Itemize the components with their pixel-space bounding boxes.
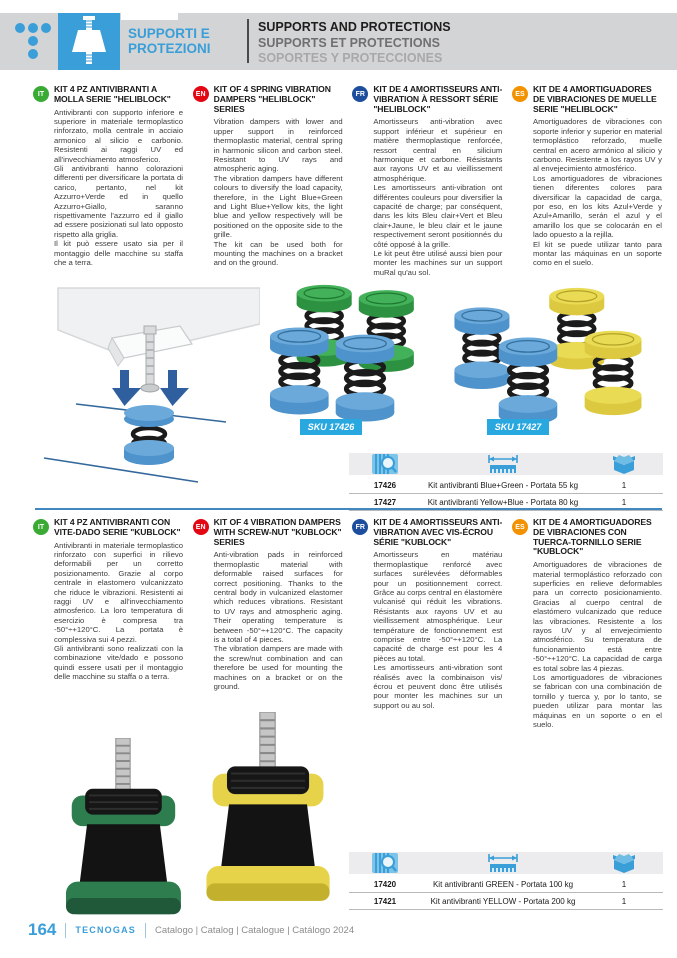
product-description-cell: Kit antivibranti Yellow+Blue - Portata 80 kg — [427, 497, 579, 507]
package-qty: 1 — [621, 480, 627, 490]
product-description-cell: Kit antivibranti GREEN - Portata 100 kg — [432, 879, 574, 889]
product-image-kit-blue-yellow — [445, 287, 650, 432]
code-search-icon — [372, 454, 398, 474]
page-category-title: SUPPORTI E PROTEZIONI — [128, 26, 211, 56]
lang-column-fr — [352, 518, 502, 730]
package-qty: 1 — [621, 879, 627, 889]
product-title-it: KIT 4 PZ ANTIVIBRANTI CON VITE-DADO SERIE "KUBLOCK" — [54, 517, 181, 537]
product-code: 17420 — [373, 879, 397, 889]
title-es: SOPORTES Y PROTECCIONES — [258, 51, 443, 65]
product-title-fr: KIT DE 4 AMORTISSEURS ANTI-VIBRATION À RESSORT SÉRIE "HELIBLOCK" — [373, 84, 503, 114]
table-row — [349, 876, 663, 893]
lang-column-fr — [352, 85, 502, 277]
lang-badge-en: EN — [193, 86, 209, 102]
product-title-it: KIT 4 PZ ANTIVIBRANTI A MOLLA SERIE "HELIBLOCK" — [54, 84, 171, 104]
product-code: 17427 — [373, 497, 397, 507]
lang-column-es — [512, 518, 662, 730]
package-qty: 1 — [621, 497, 627, 507]
lang-column-it — [33, 85, 183, 277]
product-description-en: Anti-vibration pads in reinforced thermoplastic material with deformable raised surfaces for correct positioning. Thanks to the central body in vulcanized elastomer which reduces vibrations. Resistant to UV rays and atmospheric aging. Their operating temperature is between -50°÷+120°C. The capacity is a total of 4 pieces. The vibration dampers are made with the screw/nut combination and can therefore be used for mounting the machines on a bracket or on the ground. — [213, 550, 343, 692]
installation-diagram — [28, 286, 260, 505]
product-description-fr: Amortisseurs anti-vibration avec support inférieur et supérieur en matière thermoplastique renforcée, ressort central en silicium harmonique et carbone. Résistants aux rayons UV et au vieillissement atmosphérique. Les amortisseurs anti-vibration ont différentes couleurs pour diversifier la capacité de charge; par conséquent, dans les kits Bleu clair+Vert et Bleu clair+Jaune, le bleu clair et le jaune respectivement seront positionnés du côté opposé à la grille. Le kit peut être utilisé aussi bien pour monter les machines sur un support muRal qu'au sol. — [373, 117, 503, 277]
lang-badge-en: EN — [193, 519, 209, 535]
product-description-es: Amortiguadores de vibraciones con soporte inferior y superior en material termoplástico reforzado, muelle central en acero armónico al silicio y carbono. Resistente a los rayos UV y al envejecimiento atmosférico. Los amortiguadores de vibraciones tienen diferentes colores para diversificar la capacidad de carga, por eso, en los kits Azul+Verde y Azul+Amarillo, serán el azul y el amarillo los que se colocarán en el lado opuesto a la rejilla. El kit se puede utilizar tanto para montar las máquinas en un soporte como en el suelo. — [532, 117, 662, 268]
dimension-ruler-icon — [488, 455, 518, 473]
sku-badge-17427: SKU 17427 — [487, 419, 549, 435]
product-description-fr: Amortisseurs en matériau thermoplastique renforcé avec surfaces surélevées déformables pour un positionnement correct. Grâce au corps central en élastomère vulcanisé qui réduit les vibrations. Résistants aux rayons UV et au vieillissement atmosphérique. Leur température de fonctionnement est comprise entre -50°÷+120°C. La capacité de charge est pour les 4 pièces au total. Les amortisseurs anti-vibration sont réalisés avec la combinaison vis/écrou et peuvent donc être utilisés pour monter les machines sur un support ou au sol. — [373, 550, 503, 710]
product-title-es: KIT DE 4 AMORTIGUADORES DE VIBRACIONES DE MUELLE SERIE "HELIBLOCK" — [532, 84, 657, 114]
title-fr: SUPPORTS ET PROTECTIONS — [258, 35, 440, 50]
product-description-cell: Kit antivibranti Blue+Green - Portata 55 kg — [427, 480, 579, 490]
sku-badge-17426: SKU 17426 — [300, 419, 362, 435]
product-title-en: KIT OF 4 VIBRATION DAMPERS WITH SCREW-NUT "KUBLOCK" SERIES — [213, 517, 342, 547]
product-code: 17421 — [373, 896, 397, 906]
product-image-kit-blue-green — [268, 284, 446, 431]
footer-brand: TECNOGAS — [75, 925, 136, 935]
footer-divider — [145, 923, 146, 938]
lang-column-en — [193, 518, 343, 730]
section-kublock-columns — [33, 518, 662, 730]
product-title-en: KIT OF 4 SPRING VIBRATION DAMPERS "HELIBLOCK" SERIES — [213, 84, 331, 114]
lang-column-en — [193, 85, 343, 277]
product-description-it: Antivibranti in materiale termoplastico rinforzato con superfici in rilievo deformabili per un corretto posizionamento. Grazie al corpo centrale in elastomero vulcanizzato che riduce le vibrazioni. Resistenti ai raggi UV e all'invecchiamento atmosferico. La loro temperatura di esercizio è compresa tra -50°÷+120°C. La portata è complessiva sui 4 pezzi. Gli antivibranti sono realizzati con la combinazione vite/dado e possono quindi essere usati per il montaggio delle macchine su staffa o a terra. — [54, 540, 183, 682]
product-description-en: Vibration dampers with lower and upper support in reinforced thermoplastic material, central spring in harmonic silicon and carbon steel. Resistant to UV rays and atmospheric aging. The vibration dampers have different colours to diversify the load capacity, therefore, in the Light Blue+Green and Light Blue+Yellow kits, the light blue and yellow respectively will be positioned on the opposite side to the grille. The kit can be used both for mounting the machines on a bracket and on the ground. — [213, 117, 343, 268]
table-header — [349, 852, 663, 874]
page-number: 164 — [28, 920, 57, 939]
lang-badge-fr: FR — [352, 519, 368, 535]
header-translations — [258, 20, 451, 67]
product-image-kublock-green — [60, 738, 185, 925]
lang-badge-es: ES — [512, 86, 528, 102]
table-header — [349, 453, 663, 475]
lang-badge-es: ES — [512, 519, 528, 535]
product-title-es: KIT DE 4 AMORTIGUADORES DE VIBRACIONES CON TUERCA-TORNILLO SERIE "KUBLOCK" — [532, 517, 652, 557]
lang-column-es — [512, 85, 662, 277]
lang-badge-it: IT — [33, 86, 49, 102]
lang-badge-fr: FR — [352, 86, 368, 102]
dimension-ruler-icon — [488, 854, 518, 872]
code-search-icon — [372, 853, 398, 873]
footer-divider — [65, 923, 66, 938]
header-divider — [247, 19, 249, 63]
product-description-es: Amortiguadores de vibraciones de material termoplástico reforzado con superficies en relieve deformables para un correcto posicionamiento. Gracias al cuerpo central de elastómero vulcanizado que reduce las vibraciones. Resistente a los rayos UV y al envejecimiento atmosférico. Su temperatura de funcionamiento está entre -50°÷+120°C. La capacidad de carga es total sobre las 4 piezas. Los amortiguadores de vibraciones se fabrican con una combinación de tornillo y tuerca y, por lo tanto, se pueden utilizar para montar las máquinas en un soporte o en el suelo. — [532, 560, 662, 730]
tecnogas-logo-icon — [14, 22, 56, 67]
page-footer — [28, 919, 354, 941]
table-row — [349, 477, 663, 494]
footer-catalog-text: Catalogo | Catalog | Catalogue | Catálogo 2024 — [154, 924, 355, 936]
package-box-icon — [612, 853, 636, 873]
product-title-fr: KIT DE 4 AMORTISSEURS ANTI-VIBRATION AVEC VIS-ÉCROU SÉRIE "KUBLOCK" — [373, 517, 503, 547]
title-en: SUPPORTS AND PROTECTIONS — [258, 20, 451, 34]
product-code: 17426 — [373, 480, 397, 490]
lang-badge-it: IT — [33, 519, 49, 535]
category-icon-box — [58, 13, 120, 70]
package-box-icon — [612, 454, 636, 474]
package-qty: 1 — [621, 896, 627, 906]
header-notch — [121, 13, 178, 20]
product-description-cell: Kit antivibranti YELLOW - Portata 200 kg — [430, 896, 576, 906]
lang-column-it — [33, 518, 183, 730]
table-row — [349, 893, 663, 910]
section-heliblock-columns — [33, 85, 662, 277]
product-description-it: Antivibranti con supporto inferiore e superiore in materiale termoplastico rinforzato, molla centrale in acciaio armonico al silicio e carbonio. Resistenti ai raggi UV ed all'invecchiamento atmosferico. Gli antivibranti hanno colorazioni differenti per diversificare la portata di carico, pertanto, nel kit Azzurro+Verde ed in quello Azzurro+Giallo, saranno rispettivamente l'azzurro ed il giallo ad essere posizionati sul lato opposto rispetto alla griglia. Il kit può essere usato sia per il montaggio delle macchine su staffa che a terra. — [54, 107, 183, 268]
heliblock-product-table — [349, 453, 663, 511]
support-damper-icon — [67, 16, 111, 68]
kublock-product-table — [349, 852, 663, 910]
product-image-kublock-yellow — [200, 712, 334, 912]
section-divider — [35, 508, 662, 510]
